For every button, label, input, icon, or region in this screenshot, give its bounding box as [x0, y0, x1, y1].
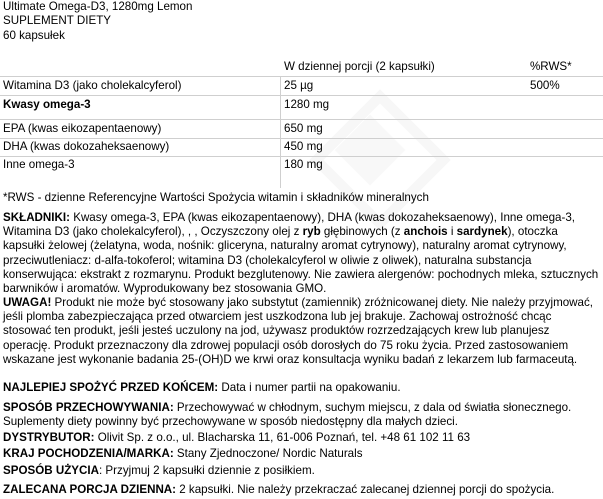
header-per-portion: W dziennej porcji (2 kapsułki) [284, 60, 435, 73]
ingredients-section [3, 211, 600, 296]
ingredients-text-3: i [447, 225, 457, 239]
nutrition-row-other-omega3 [0, 157, 603, 175]
nutrition-table [0, 58, 603, 176]
distributor-label: DYSTRYBUTOR: [3, 431, 95, 444]
row-divider [0, 95, 603, 96]
ingredients-text-2: głębinowych (z [320, 225, 404, 239]
allergen-fish: ryb [302, 225, 321, 239]
nutrition-row-omega3 [0, 97, 603, 115]
distributor-text: Olivit Sp. z o.o., ul. Blacharska 11, 61-006 Poznań, tel. +48 61 102 11 63 [94, 431, 471, 444]
product-count: 60 kapsułek [3, 29, 65, 42]
rws-note: *RWS - dzienne Referencyjne Wartości Spożycia witamin i składników mineralnych [3, 191, 429, 204]
usage-label: SPOSÓB UŻYCIA [3, 464, 99, 477]
nutrition-row-vitamin-d3 [0, 78, 603, 96]
nutrient-name: DHA (kwas dokozaheksaenowy) [3, 140, 170, 153]
nutrient-name: Witamina D3 (jako cholekalcyferol) [3, 79, 182, 92]
product-type: SUPLEMENT DIETY [3, 14, 112, 27]
ingredients-text-1: Kwasy omega-3, EPA (kwas eikozapentaenowy), DHA (kwas dokozaheksaenowy), Inne omega-3, Witamina D3 (jako cholekalcyferol), , , Oczyszczony olej z [3, 211, 575, 239]
best-before-text: Data i numer partii na opakowaniu. [218, 381, 401, 394]
usage-text: : Przyjmuj 2 kapsułki dziennie z posiłkiem. [98, 464, 315, 477]
dose-section [3, 483, 600, 497]
nutrition-header-row [0, 58, 603, 76]
nutrient-name: Inne omega-3 [3, 158, 75, 171]
storage-label: SPOSÓB PRZECHOWYWANIA: [3, 401, 174, 414]
allergen-anchovy: anchois [403, 225, 448, 239]
warning-section [3, 296, 600, 367]
product-title: Ultimate Omega-D3, 1280mg Lemon [3, 0, 193, 13]
nutrition-row-epa [0, 121, 603, 139]
row-divider [0, 76, 603, 77]
row-divider [0, 119, 603, 120]
warning-text: Produkt nie może być stosowany jako substytut (zamiennik) zróżnicowanej diety. Nie należy przyjmować, jeśli plomba zabezpieczająca przed otwarciem jest uszkodzona lub jej brakuje. Zachowaj ostrożność chcąc stosować ten produkt, jeśli jesteś uczulony na jod, używasz produktów rozrzedzających krew lub planujesz operację. Produkt przeznaczony dla zdrowej populacji osób dorosłych do 75 roku życia. Przed zastosowaniem wskazane jest wykonanie badania 25-(OH)D we krwi oraz konsultacja wyniku badań z lekarzem lub farmaceutą. [3, 296, 594, 366]
storage-section [3, 401, 600, 429]
dose-text: 2 kapsułki. Nie należy przekraczać zalecanej dziennej porcji do spożycia. [176, 483, 555, 496]
dose-label: ZALECANA PORCJA DZIENNA: [3, 483, 177, 496]
storage-text: Przechowywać w chłodnym, suchym miejscu, z dala od światła słonecznego. Suplementy diety powinny być przechowywane w sposób niedostępny dla małych dzieci. [3, 401, 572, 429]
nutrient-name: EPA (kwas eikozapentaenowy) [3, 122, 162, 135]
origin-section [3, 447, 600, 461]
distributor-section [3, 431, 600, 445]
nutrient-amount: 450 mg [284, 140, 323, 153]
ingredients-text-4: ), otoczka kapsułki żelowej (żelatyna, woda, nośnik: gliceryna, naturalny aromat cytrynowy), naturalny aromat cytrynowy, przeciwutleniacz: d-alfa-tokoferol; witamina D3 (cholekalcyferol w oliwie z oliwek), naturalna substancja konserwująca: ekstrakt z rozmarynu. Produkt bezglutenowy. Nie zawiera alergenów: pochodnych mleka, sztucznych barwników i aromatów. Wyprodukowany bez stosowania GMO. [3, 225, 599, 296]
warning-label: UWAGA! [3, 296, 52, 309]
header-rws: %RWS* [530, 60, 572, 73]
nutrition-row-dha [0, 139, 603, 157]
nutrient-amount: 650 mg [284, 122, 323, 135]
allergen-sardine: sardynek [456, 225, 508, 239]
nutrient-amount: 25 µg [284, 79, 314, 92]
nutrient-amount: 1280 mg [284, 98, 330, 111]
nutrient-name: Kwasy omega-3 [3, 98, 91, 111]
origin-text: Stany Zjednoczone/ Nordic Naturals [173, 447, 363, 460]
usage-section [3, 464, 600, 478]
origin-label: KRAJ POCHODZENIA/MARKA: [3, 447, 174, 460]
nutrient-rws: 500% [530, 79, 560, 92]
best-before-section [3, 381, 600, 395]
best-before-label: NAJLEPIEJ SPOŻYĆ PRZED KOŃCEM: [3, 381, 219, 394]
nutrient-amount: 180 mg [284, 158, 323, 171]
ingredients-label: SKŁADNIKI: [3, 211, 70, 224]
column-divider [280, 76, 281, 188]
